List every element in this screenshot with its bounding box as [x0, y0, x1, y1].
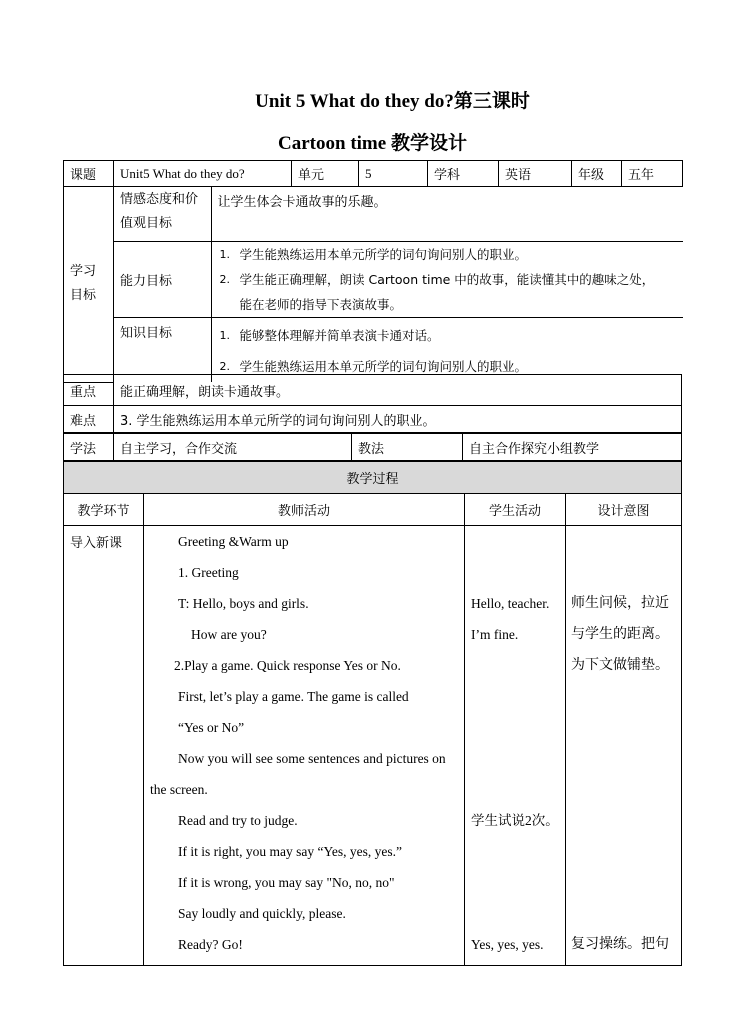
design-line: 复习操练。把句	[571, 936, 669, 952]
key-point-row	[64, 375, 682, 406]
key-point-text: 能正确理解，朗读卡通故事。	[114, 375, 682, 406]
list-item: 1. 能够整体理解并简单表演卡通对话。	[219, 328, 440, 343]
difficulty-label: 难点	[64, 406, 114, 433]
topic-value: Unit5 What do they do?	[114, 161, 292, 187]
grade-value: 五年	[622, 161, 683, 187]
student-line	[471, 898, 561, 929]
student-activity	[471, 526, 561, 960]
teaching-process-table	[63, 461, 682, 966]
knowledge-goal-list	[216, 320, 679, 382]
knowledge-goal-label: 知识目标	[114, 318, 211, 383]
learning-method-label: 学法	[64, 434, 114, 461]
unit-value: 5	[359, 161, 428, 187]
unit-label: 单元	[292, 161, 359, 187]
teacher-line: First, let’s play a game. The game is called	[178, 689, 409, 704]
list-item: 2. 学生能正确理解，朗读 Cartoon time 中的故事，能读懂其中的趣味之处，	[219, 272, 655, 287]
design-line: 师生问候，拉近	[571, 595, 669, 611]
design-line	[571, 557, 677, 588]
teacher-line: the screen.	[150, 782, 208, 797]
document-title: Unit 5 What do they do?第三课时	[255, 91, 530, 112]
learning-method-value: 自主学习，合作交流	[114, 434, 352, 461]
teacher-line: Now you will see some sentences and pictures on	[178, 751, 446, 766]
learning-goals-label: 学习目标	[64, 187, 114, 383]
student-line: 学生试说2次。	[471, 813, 559, 828]
student-line	[471, 557, 561, 588]
student-line	[471, 867, 561, 898]
design-line: 与学生的距离。	[571, 626, 669, 642]
design-line	[571, 805, 677, 836]
ability-goal-label: 能力目标	[114, 242, 211, 318]
student-line: Yes, yes, yes.	[471, 937, 544, 952]
teacher-line: 1. Greeting	[178, 565, 239, 580]
affective-goal-row	[64, 187, 683, 383]
teacher-line: Read and try to judge.	[178, 813, 298, 828]
ability-goal-list	[216, 242, 679, 317]
design-line	[571, 526, 677, 557]
teacher-line: T: Hello, boys and girls.	[178, 596, 309, 611]
document-subtitle: Cartoon time 教学设计	[278, 133, 467, 154]
teacher-line: “Yes or No”	[178, 720, 245, 735]
design-line	[571, 681, 677, 712]
design-line	[571, 743, 677, 774]
teacher-activity	[150, 526, 460, 960]
difficulty-text: 3. 学生能熟练运用本单元所学的词句询问别人的职业。	[114, 406, 682, 433]
subject-value: 英语	[499, 161, 572, 187]
column-header-design: 设计意图	[566, 494, 682, 526]
column-header-teacher: 教师活动	[144, 494, 465, 526]
student-line	[471, 526, 561, 557]
list-item: 能在老师的指导下表演故事。	[239, 297, 403, 312]
column-header-student: 学生活动	[465, 494, 566, 526]
grade-label: 年级	[572, 161, 622, 187]
student-line	[471, 774, 561, 805]
affective-goal-label: 情感态度和价值观目标	[114, 187, 211, 242]
student-line	[471, 743, 561, 774]
subject-label: 学科	[428, 161, 499, 187]
student-line	[471, 836, 561, 867]
lesson-info-table	[63, 160, 683, 383]
process-row-intro	[64, 526, 682, 966]
teacher-line: Greeting &Warm up	[178, 534, 289, 549]
design-line	[571, 836, 677, 867]
difficulty-row	[64, 406, 682, 433]
topic-label: 课题	[64, 161, 114, 187]
column-header-stage: 教学环节	[64, 494, 144, 526]
teacher-line: If it is right, you may say “Yes, yes, yes.”	[178, 844, 402, 859]
methods-row	[64, 434, 682, 461]
student-line: Hello, teacher.	[471, 596, 550, 611]
student-line	[471, 712, 561, 743]
teacher-line: Say loudly and quickly, please.	[178, 906, 346, 921]
teacher-line: How are you?	[191, 627, 267, 642]
student-line: I’m fine.	[471, 627, 519, 642]
process-columns-row	[64, 494, 682, 526]
process-header: 教学过程	[64, 462, 682, 494]
student-line	[471, 681, 561, 712]
student-line	[471, 650, 561, 681]
stage-name: 导入新课	[64, 526, 144, 966]
methods-table	[63, 433, 682, 461]
teacher-line: Ready? Go!	[178, 937, 243, 952]
list-item: 1. 学生能熟练运用本单元所学的词句询问别人的职业。	[219, 247, 528, 262]
teaching-method-label: 教法	[352, 434, 463, 461]
design-line	[571, 712, 677, 743]
list-item: 2. 学生能熟练运用本单元所学的词句询问别人的职业。	[219, 359, 528, 374]
info-row	[64, 161, 683, 187]
design-line	[571, 867, 677, 898]
teaching-method-value: 自主合作探究小组教学	[463, 434, 682, 461]
key-point-label: 重点	[64, 375, 114, 406]
design-line: 为下文做铺垫。	[571, 657, 669, 673]
teacher-line: If it is wrong, you may say "No, no, no"	[178, 875, 395, 890]
design-intent	[571, 526, 677, 960]
design-line	[571, 774, 677, 805]
key-difficulty-table	[63, 374, 682, 433]
teacher-line: 2.Play a game. Quick response Yes or No.	[174, 658, 401, 673]
affective-goal-text: 让学生体会卡通故事的乐趣。	[211, 187, 683, 242]
design-line	[571, 898, 677, 929]
